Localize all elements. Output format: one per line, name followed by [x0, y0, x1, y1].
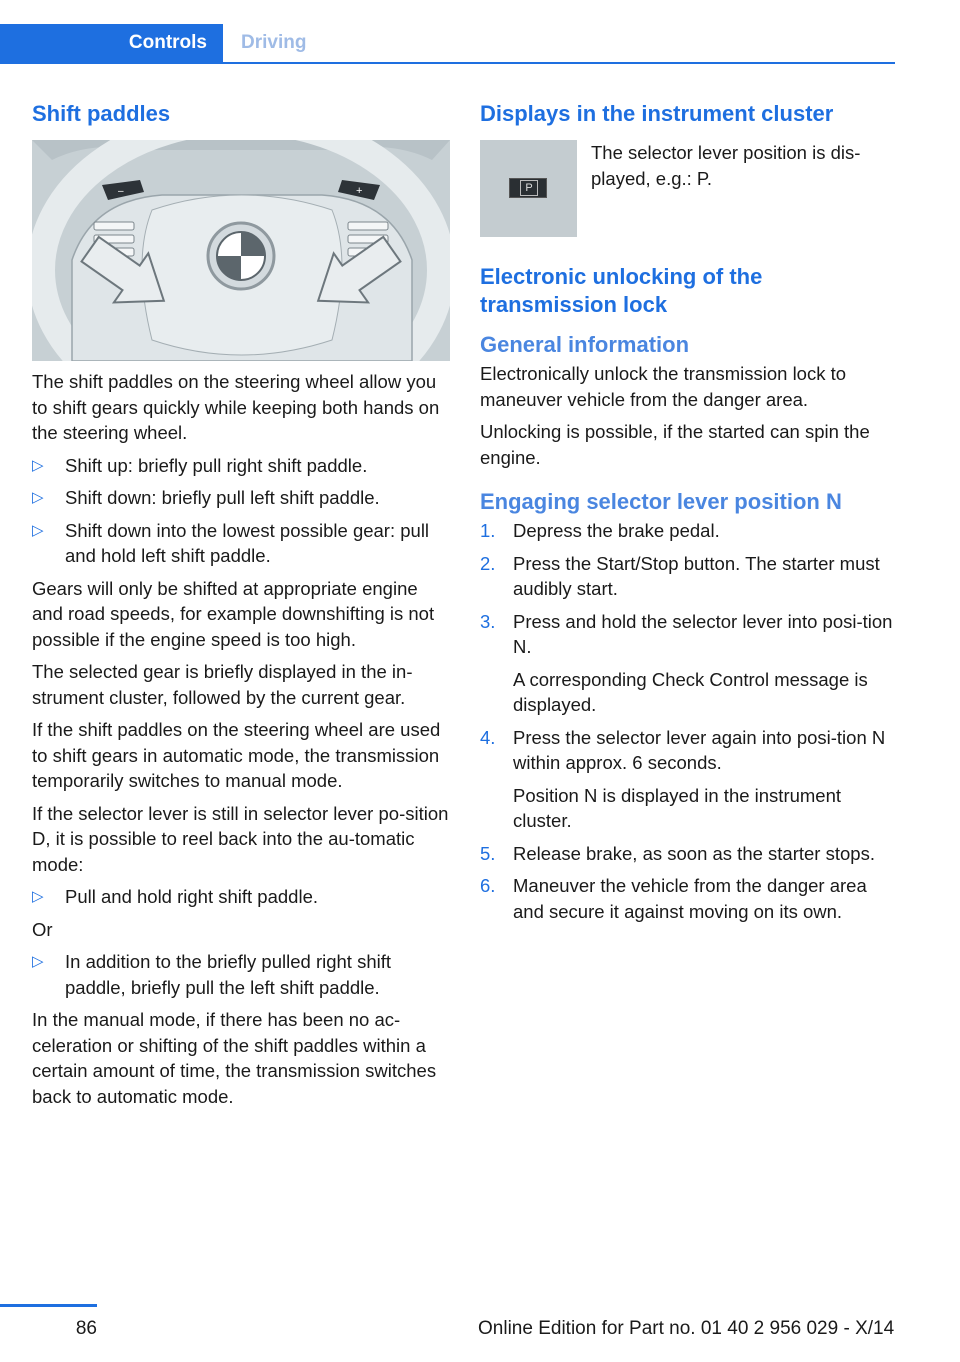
- intro-paragraph: The shift paddles on the steering wheel allow you to shift gears quickly while keeping both hands on the steering wheel.: [32, 371, 440, 443]
- triangle-bullet-icon: ▷: [32, 456, 44, 474]
- general-information-heading: General information: [480, 332, 690, 357]
- paragraph: The selected gear is briefly displayed in the in‐strument cluster, followed by the current gear.: [32, 661, 413, 708]
- list-item: 4. Press the selector lever again into posi‐tion N within approx. 6 seconds. Position N is displayed in the instrument cluster.: [480, 726, 886, 831]
- paragraph: Electronically unlock the transmission lock to maneuver vehicle from the danger area.: [480, 363, 847, 410]
- paddle-plus-label: +: [356, 185, 363, 197]
- paragraph: In the manual mode, if there has been no ac‐celeration or shifting of the shift paddles within a certain amount of time, the transmission switches back to automatic mode.: [32, 1009, 437, 1107]
- or-text: Or: [32, 918, 53, 940]
- triangle-bullet-icon: ▷: [32, 953, 44, 970]
- section-tabbar: [0, 24, 895, 64]
- list-item: 2. Press the Start/Stop button. The starter must audibly start.: [480, 552, 880, 599]
- edition-note: Online Edition for Part no. 01 40 2 956 029 - X/14: [478, 1318, 895, 1339]
- list-item: 5. Release brake, as soon as the starter stops.: [480, 842, 875, 864]
- selector-display-illustration: [480, 140, 577, 237]
- gear-indicator: [509, 178, 547, 198]
- list-item: 3. Press and hold the selector lever into posi‐tion N. A corresponding Check Control message is displayed.: [480, 610, 893, 715]
- left-column: [32, 100, 450, 1116]
- triangle-bullet-icon: ▷: [32, 888, 44, 905]
- engaging-n-heading: Engaging selector lever position N: [480, 489, 842, 514]
- paragraph: If the shift paddles on the steering wheel are used to shift gears in automatic mode, the transmission temporarily switches to manual mode.: [32, 719, 441, 791]
- automatic-bullets: [32, 884, 450, 910]
- triangle-bullet-icon: ▷: [32, 489, 44, 506]
- paragraph: Unlocking is possible, if the started can spin the engine.: [480, 421, 870, 468]
- alternative-bullets: [32, 949, 450, 1000]
- paragraph: Gears will only be shifted at appropriate engine and road speeds, for example downshifting is not possible if the engine speed is too high.: [32, 577, 435, 650]
- list-item: ▷ Shift up: briefly pull right shift paddle.: [32, 453, 450, 479]
- list-item: ▷ Shift down into the lowest possible gear: pull and hold left shift paddle.: [32, 519, 430, 566]
- list-item: 6. Maneuver the vehicle from the danger area and secure it against moving on its own.: [480, 875, 867, 922]
- triangle-bullet-icon: ▷: [32, 521, 44, 539]
- steps-list: [480, 518, 895, 924]
- gear-letter: P: [520, 180, 538, 196]
- instrument-cluster-heading: Displays in the instrument cluster: [480, 101, 834, 126]
- shift-paddles-heading: Shift paddles: [32, 101, 171, 126]
- tab-driving[interactable]: Driving: [241, 32, 307, 53]
- page-number: 86: [75, 1318, 97, 1339]
- shift-bullets: [32, 453, 450, 569]
- footer-divider: [0, 1304, 97, 1307]
- list-item: ▷ Pull and hold right shift paddle.: [32, 884, 450, 910]
- steering-wheel-illustration: [32, 140, 450, 361]
- list-item: 1. Depress the brake pedal.: [480, 520, 720, 541]
- paragraph: If the selector lever is still in selector lever po‐sition D, it is possible to reel back into the au‐tomatic mode:: [32, 802, 449, 875]
- cluster-paragraph: The selector lever position is dis‐played, e.g.: P.: [591, 142, 861, 189]
- paddle-minus-label: –: [118, 186, 124, 197]
- list-item: ▷ Shift down: briefly pull left shift paddle.: [32, 485, 450, 511]
- electronic-unlock-heading: Electronic unlocking of the transmission lock: [480, 264, 763, 317]
- list-item: ▷ In addition to the briefly pulled right shift paddle, briefly pull the left shift paddle.: [32, 951, 391, 998]
- right-column: [480, 100, 895, 931]
- tab-controls[interactable]: Controls: [0, 24, 223, 62]
